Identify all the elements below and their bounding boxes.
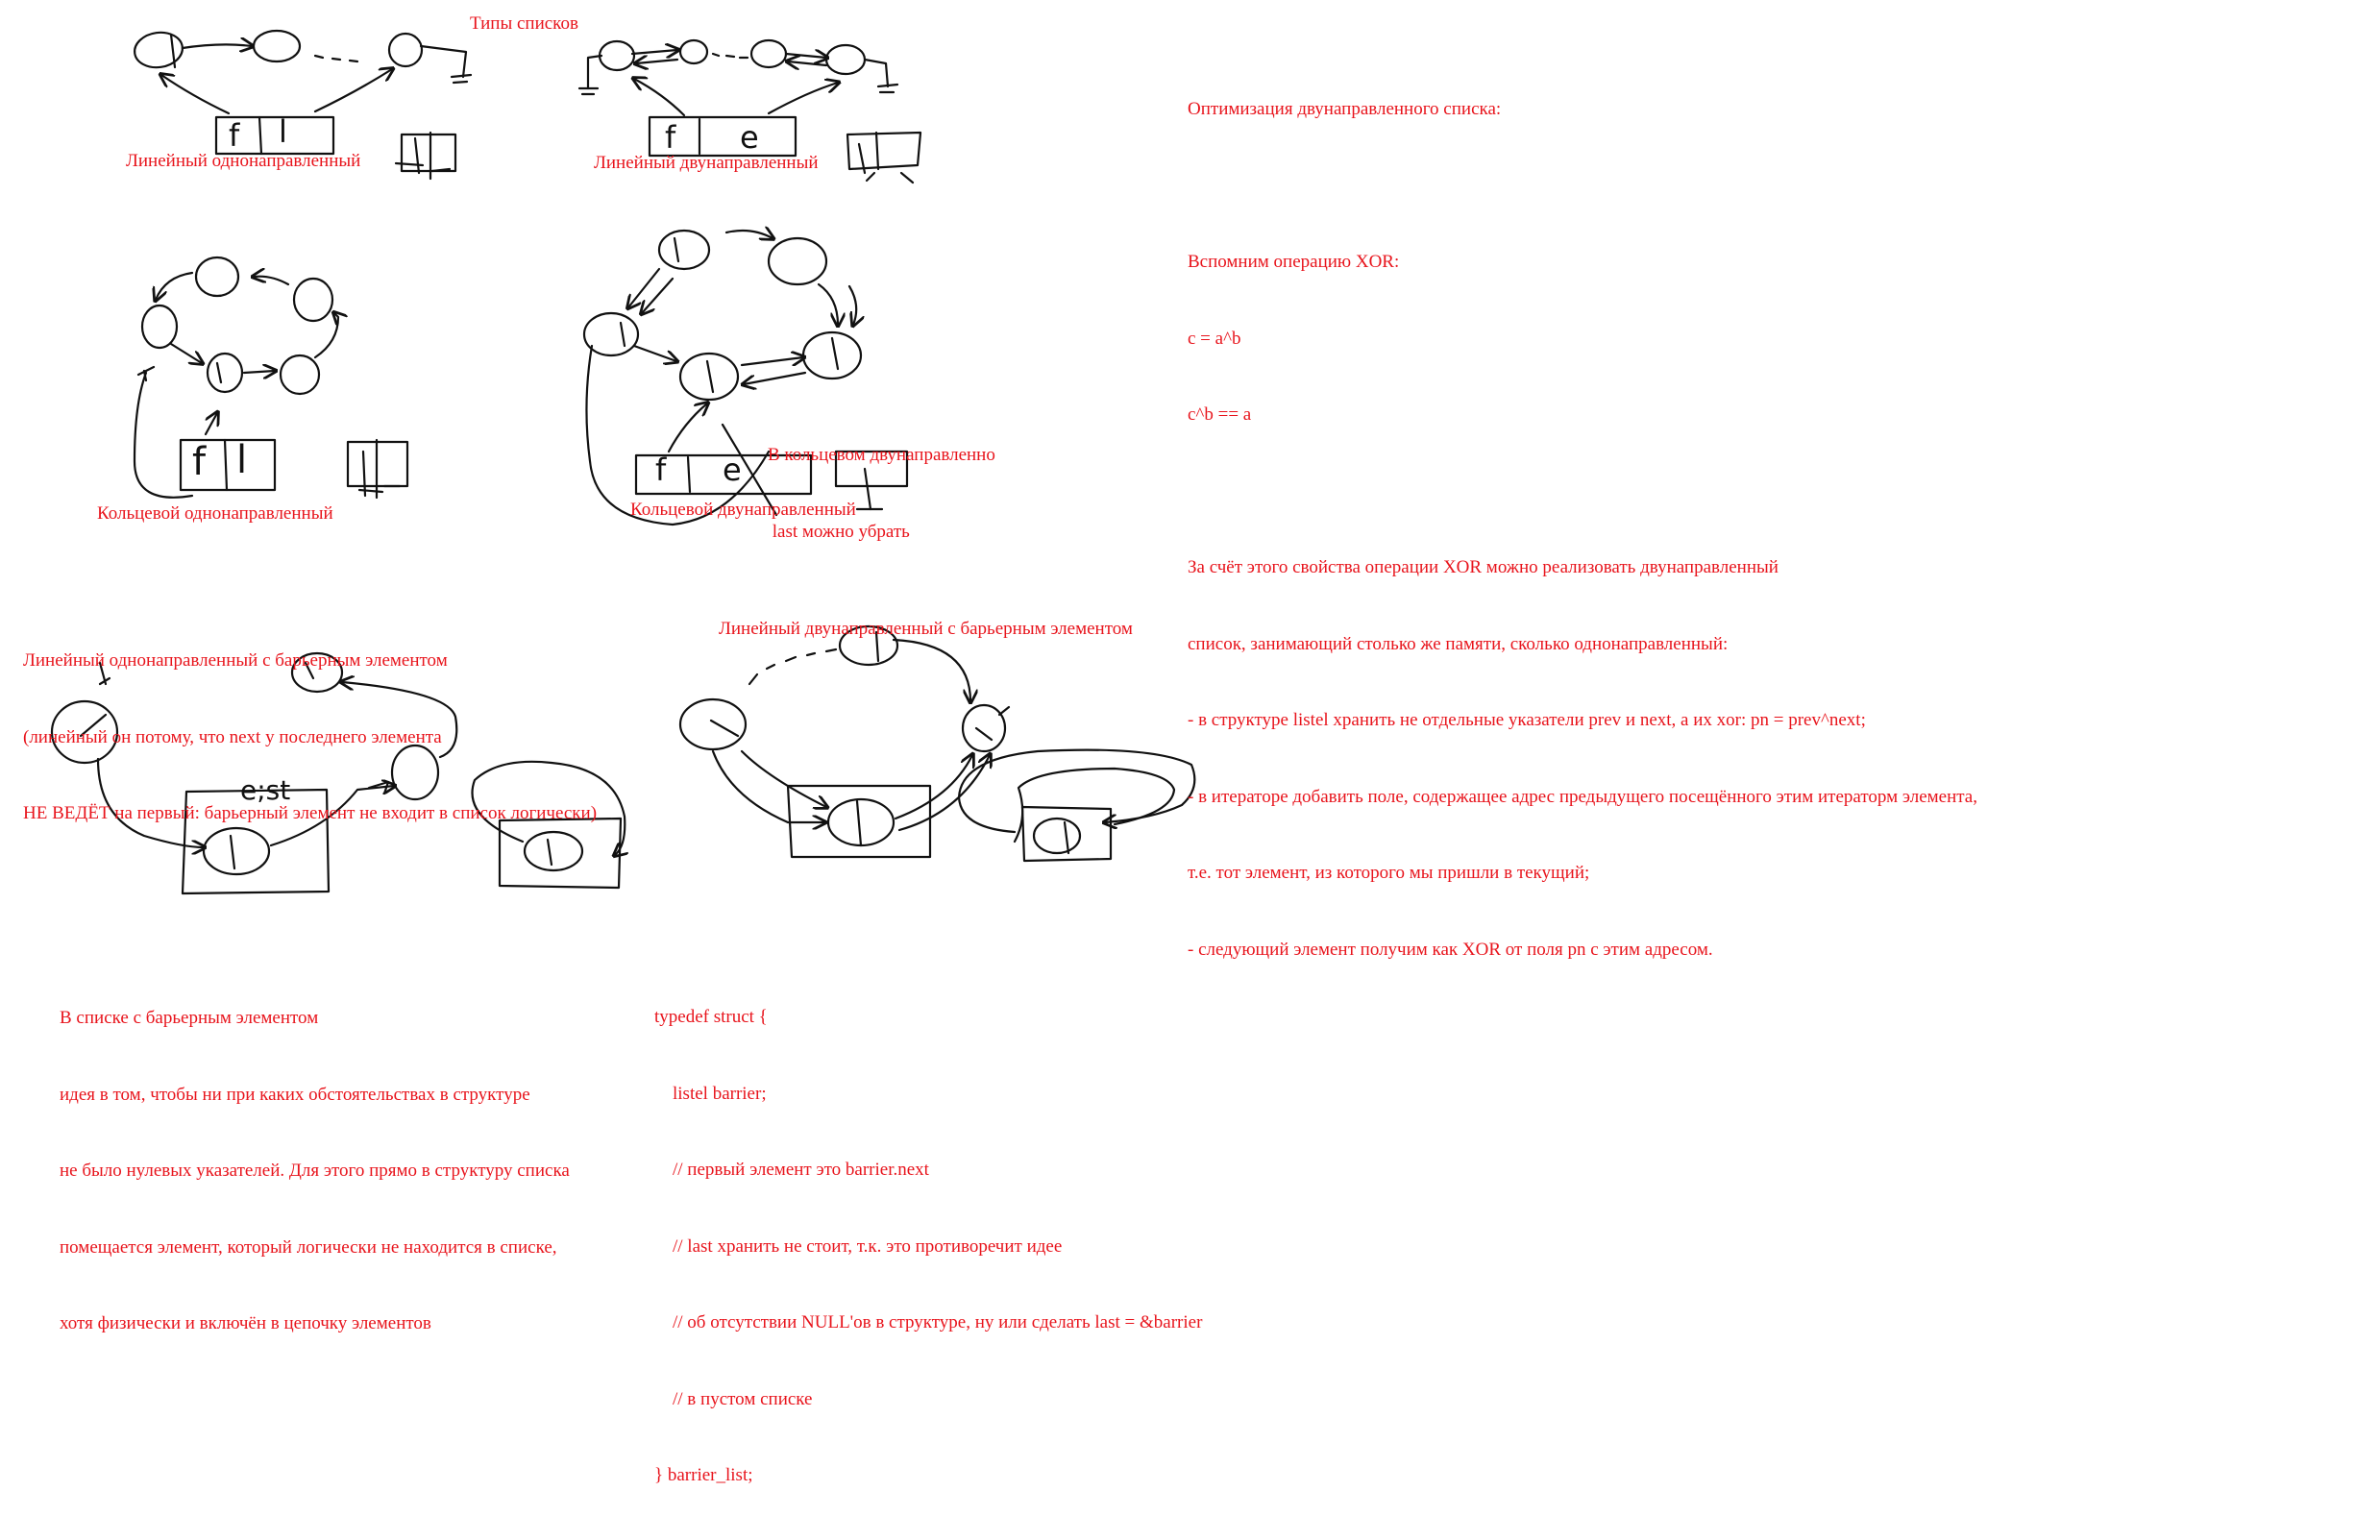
code-line: listel barrier;: [654, 1083, 767, 1104]
xor-line: т.е. тот элемент, из которого мы пришли в текущий;: [1188, 863, 1590, 883]
xor-line: c^b == a: [1188, 404, 1252, 425]
label-barrier-single-line-3: НЕ ВЕДЁТ на первый: барьерный элемент не входит в список логически): [23, 803, 598, 823]
xor-line: - в структуре listel хранить не отдельные указатели prev и next, а их xor: pn = prev^next;: [1188, 710, 1866, 730]
label-barrier-single: [23, 598, 597, 878]
xor-line: Оптимизация двунаправленного списка:: [1188, 99, 1502, 119]
code-line: // об отсутствии NULL'ов в структуре, ну или сделать last = &barrier: [654, 1312, 1203, 1332]
xor-line: список, занимающий столько же памяти, сколько однонаправленный:: [1188, 633, 1729, 654]
handwritten-f-2: f: [665, 119, 676, 156]
code-block: [654, 954, 1202, 1540]
label-linear-double: Линейный двунаправленный: [594, 153, 819, 173]
xor-line: c = a^b: [1188, 328, 1241, 349]
diagram-barrier-double: [680, 626, 1194, 861]
barrier-note-line: не было нулевых указателей. Для этого прямо в структуру списка: [60, 1161, 570, 1181]
barrier-note-line: хотя физически и включён в цепочку элементов: [60, 1313, 431, 1333]
code-line: // первый элемент это barrier.next: [654, 1160, 929, 1180]
handwritten-e-2: e: [740, 119, 759, 156]
xor-section: [1188, 46, 1977, 1014]
xor-line: [1188, 174, 1977, 200]
note-circular-double: [768, 392, 995, 596]
note-circular-double-line-1: В кольцевом двунаправленно: [768, 445, 995, 465]
handwritten-f-1: f: [229, 117, 240, 154]
handwritten-f-3: f: [192, 440, 207, 484]
page-title: Типы списков: [470, 13, 578, 34]
label-barrier-double: Линейный двунаправленный с барьерным элементом: [719, 619, 1133, 639]
diagram-circular-single: [135, 257, 407, 498]
label-circular-single: Кольцевой однонаправленный: [97, 503, 333, 524]
xor-line: - следующий элемент получим как XOR от поля pn с этим адресом.: [1188, 939, 1713, 960]
barrier-note-line: идея в том, чтобы ни при каких обстоятельствах в структуре: [60, 1084, 530, 1105]
xor-line: Вспомним операцию XOR:: [1188, 252, 1400, 272]
handwritten-list: e;st: [240, 774, 291, 806]
label-barrier-single-line-1: Линейный однонаправленный с барьерным элементом: [23, 650, 448, 671]
label-linear-single: Линейный однонаправленный: [126, 151, 361, 171]
code-line: } barrier_list;: [654, 1465, 753, 1485]
code-line: // last хранить не стоит, т.к. это противоречит идее: [654, 1235, 1063, 1257]
barrier-note-line: В списке с барьерным элементом: [60, 1008, 319, 1028]
code-line: // в пустом списке: [654, 1388, 813, 1409]
label-barrier-single-line-2: (линейный он потому, что next у последнего элемента: [23, 726, 442, 747]
xor-line: - в итераторе добавить поле, содержащее адрес предыдущего посещённого этим итераторм элемента,: [1188, 786, 1977, 807]
xor-line: За счёт этого свойства операции XOR можно реализовать двунаправленный: [1188, 557, 1779, 577]
barrier-note: [60, 955, 570, 1388]
xor-line: [1188, 479, 1977, 505]
note-circular-double-line-2: last можно убрать: [768, 521, 910, 542]
handwritten-l-1: l: [279, 113, 287, 150]
code-line: typedef struct {: [654, 1007, 768, 1027]
handwritten-e-4: e: [723, 452, 742, 488]
handwritten-f-4: f: [655, 452, 667, 488]
label-circular-double: Кольцевой двунаправленный: [630, 500, 856, 520]
handwritten-l-3: l: [236, 438, 248, 482]
barrier-note-line: помещается элемент, который логически не находится в списке,: [60, 1236, 557, 1258]
